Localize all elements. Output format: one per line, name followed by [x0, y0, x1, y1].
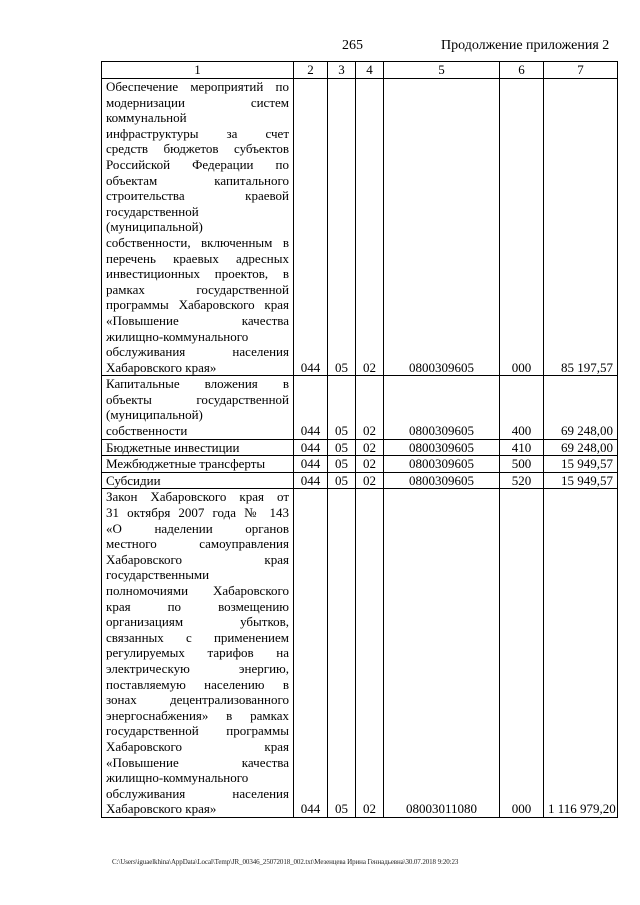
row-name-line: Капитальные вложения в: [106, 376, 289, 392]
row-name-line: государственной: [106, 203, 199, 219]
section-code-cell: 05: [328, 79, 356, 376]
column-header: 5: [384, 62, 500, 79]
table-row: [102, 79, 618, 376]
row-name-cell: [102, 489, 294, 817]
section-code-cell: 05: [328, 439, 356, 456]
table-row: [102, 472, 618, 489]
column-header: 1: [102, 62, 294, 79]
amount-cell: 69 248,00: [544, 376, 618, 439]
expense-type-cell: 520: [500, 472, 544, 489]
table-row: [102, 376, 618, 439]
amount-cell: 85 197,57: [544, 79, 618, 376]
row-name-line: зонах децентрализованного: [106, 692, 289, 708]
row-name-line: обслуживания населения: [106, 785, 289, 801]
row-name-line: перечень краевых адресных: [106, 250, 289, 266]
row-name-line: инфраструктуры за счет: [106, 125, 289, 141]
row-name-line: Хабаровского края»: [106, 801, 217, 817]
table-row: [102, 489, 618, 817]
row-name-line: обслуживания населения: [106, 344, 289, 360]
section-code-cell: 05: [328, 376, 356, 439]
table-row: [102, 456, 618, 473]
target-article-cell: 0800309605: [384, 456, 500, 473]
row-name-cell: [102, 472, 294, 489]
admin-code-cell: 044: [294, 79, 328, 376]
column-header-row: [102, 62, 618, 79]
row-name-line: «Повышение качества: [106, 754, 289, 770]
column-header: 4: [356, 62, 384, 79]
row-name-line: Бюджетные инвестиции: [106, 439, 240, 455]
column-header: 2: [294, 62, 328, 79]
admin-code-cell: 044: [294, 472, 328, 489]
row-name-line: Обеспечение мероприятий по: [106, 79, 289, 94]
row-name-line: инвестиционных проектов, в: [106, 266, 289, 282]
row-name-line: программы Хабаровского края: [106, 297, 289, 313]
target-article-cell: 0800309605: [384, 472, 500, 489]
row-name-line: связанных с применением: [106, 629, 289, 645]
row-name-line: полномочиями Хабаровского: [106, 583, 289, 598]
row-name-line: средств бюджетов субъектов: [106, 141, 289, 157]
target-article-cell: 08003011080: [384, 489, 500, 817]
row-name-line: энергоснабжения» в рамках: [106, 707, 289, 723]
subsection-code-cell: 02: [356, 79, 384, 376]
row-name-line: государственной программы: [106, 723, 289, 739]
row-name-line: модернизации систем: [106, 94, 289, 110]
expense-type-cell: 000: [500, 79, 544, 376]
admin-code-cell: 044: [294, 456, 328, 473]
row-name-cell: [102, 79, 294, 376]
row-name-line: организациям убытков,: [106, 614, 289, 630]
row-name-line: строительства краевой: [106, 188, 289, 204]
expense-type-cell: 410: [500, 439, 544, 456]
row-name-line: местного самоуправления: [106, 536, 289, 552]
continuation-label: Продолжение приложения 2: [441, 38, 610, 53]
section-code-cell: 05: [328, 456, 356, 473]
column-header: 6: [500, 62, 544, 79]
row-name-line: собственности, включенным в: [106, 234, 289, 250]
row-name-line: жилищно-коммунального: [106, 770, 249, 786]
row-name-line: Хабаровского края: [106, 551, 289, 567]
subsection-code-cell: 02: [356, 489, 384, 817]
budget-table: [101, 61, 618, 818]
row-name-line: Межбюджетные трансферты: [106, 456, 266, 472]
table-row: [102, 439, 618, 456]
row-name-line: «О наделении органов: [106, 520, 289, 536]
amount-cell: 1 116 979,20: [544, 489, 618, 817]
column-header: 3: [328, 62, 356, 79]
row-name-line: Хабаровского края: [106, 738, 289, 754]
row-name-line: Хабаровского края»: [106, 359, 217, 375]
row-name-line: жилищно-коммунального: [106, 328, 249, 344]
row-name-line: «Повышение качества: [106, 312, 289, 328]
admin-code-cell: 044: [294, 439, 328, 456]
row-name-cell: [102, 456, 294, 473]
amount-cell: 69 248,00: [544, 439, 618, 456]
row-name-line: края по возмещению: [106, 598, 289, 614]
admin-code-cell: 044: [294, 489, 328, 817]
expense-type-cell: 000: [500, 489, 544, 817]
row-name-line: рамках государственной: [106, 281, 289, 297]
row-name-line: (муниципальной): [106, 219, 203, 235]
expense-type-cell: 500: [500, 456, 544, 473]
target-article-cell: 0800309605: [384, 439, 500, 456]
subsection-code-cell: 02: [356, 472, 384, 489]
row-name-cell: [102, 376, 294, 439]
row-name-line: 31 октября 2007 года № 143: [106, 505, 289, 521]
row-name-line: (муниципальной): [106, 407, 203, 423]
row-name-line: Российской Федерации по: [106, 156, 289, 172]
subsection-code-cell: 02: [356, 439, 384, 456]
expense-type-cell: 400: [500, 376, 544, 439]
amount-cell: 15 949,57: [544, 472, 618, 489]
row-name-line: Субсидии: [106, 472, 161, 488]
amount-cell: 15 949,57: [544, 456, 618, 473]
target-article-cell: 0800309605: [384, 79, 500, 376]
row-name-line: поставляемую населению в: [106, 676, 289, 692]
target-article-cell: 0800309605: [384, 376, 500, 439]
row-name-line: государственными: [106, 567, 210, 583]
section-code-cell: 05: [328, 489, 356, 817]
row-name-line: объектам капитального: [106, 172, 289, 188]
row-name-line: собственности: [106, 423, 188, 439]
row-name-line: электрическую энергию,: [106, 660, 289, 676]
page-number: 265: [342, 38, 363, 53]
row-name-line: коммунальной: [106, 110, 187, 126]
admin-code-cell: 044: [294, 376, 328, 439]
row-name-line: объекты государственной: [106, 391, 289, 407]
subsection-code-cell: 02: [356, 376, 384, 439]
row-name-cell: [102, 439, 294, 456]
row-name-line: Закон Хабаровского края от: [106, 489, 289, 505]
section-code-cell: 05: [328, 472, 356, 489]
file-path-footer: C:\Users\iguaelkhina\AppData\Local\Temp\JR_00346_25072018_002.txt\Мезенцева Ирина Геннадьевна\30.07.2018 9:20:23: [112, 858, 459, 866]
row-name-line: регулируемых тарифов на: [106, 645, 289, 661]
subsection-code-cell: 02: [356, 456, 384, 473]
column-header: 7: [544, 62, 618, 79]
